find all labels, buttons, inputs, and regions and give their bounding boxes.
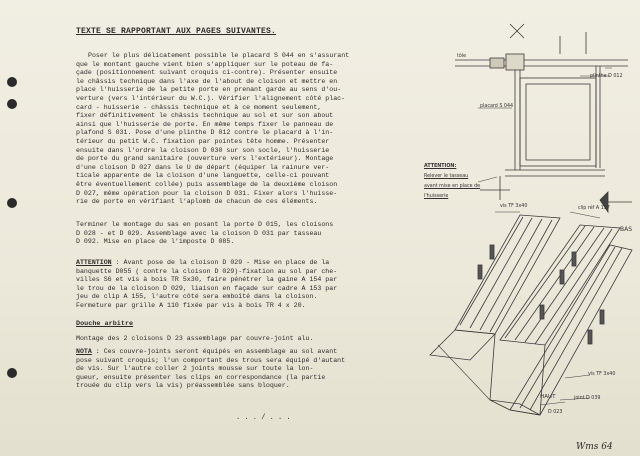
text-line: plafond S 031. Pose d'une plinthe D 012 contre le placard à l'in- — [76, 129, 334, 137]
text-line: jeu de clip A 155, l'autre côté sera emboîté dans la cloison. — [76, 293, 318, 301]
text-line: place l'huisserie de la petite porte en prenant garde au sens d'ou- — [76, 86, 342, 94]
text-line: pose suivant croquis; l'un comportant des trous sera équipé d'autant — [76, 356, 346, 364]
text-line: çade (positionnement suivant croquis ci-contre). Présenter ensuite — [76, 69, 338, 77]
text-line: ensuite dans l'ordre la cloison D 030 sur son socle, l'huisserie — [76, 146, 330, 154]
text-line: ticale apparente de la cloison d'une languette, celle-ci pouvant — [76, 172, 330, 180]
text-line: d'une cloison D 027 dans le U de départ (équiper la rainure ver- — [76, 163, 330, 171]
page-title: TEXTE SE RAPPORTANT AUX PAGES SUIVANTES. — [76, 27, 277, 36]
figure-label-attention-line: Relever le tasseau — [424, 174, 469, 179]
figure-label-plinthe: plinthe D 012 — [590, 74, 623, 79]
text-line: banquette D055 ( contre la cloison D 029)-fixation au sol par che- — [76, 267, 338, 275]
figure-label-tole: tôle — [457, 54, 467, 59]
text-line: card - huisserie - châssis technique et à ce moment seulement, — [76, 103, 322, 111]
text-line: de vis. Sur l'autre coller 2 joints mousse sur toute la lon- — [76, 365, 314, 373]
text-line: Terminer le montage du sas en posant la porte D 015, les cloisons — [76, 221, 334, 228]
isometric-assembly-drawing — [430, 212, 632, 415]
figure-label-clip: clip réf A 157 — [578, 206, 610, 211]
text-line: ainsi que l'huisserie de porte. En même temps fixer le panneau de — [76, 120, 334, 128]
nota-label: NOTA — [76, 348, 92, 355]
attention-text: : Avant pose de la cloison D 029 - Mise en place de la — [111, 259, 330, 266]
nota-text: : Ces couvre-joints seront équipés en assemblage au sol avant — [91, 348, 338, 355]
text-line: gueur, ensuite présenter les clips en correspondance (la partie — [76, 373, 326, 381]
text-line: de porte du grand sanitaire (ouverture vers l'extérieur). Montage — [76, 155, 334, 163]
attention-label: ATTENTION — [76, 259, 112, 266]
figure-label-attention-line: l'huisserie — [424, 194, 449, 199]
text-line: trouée du clip vers la vis) préassemblée sans bloquer. — [76, 382, 290, 390]
text-line: villes S6 et vis à bois TR 5x30, faire pénétrer la gaine A 154 par — [76, 276, 338, 284]
plan-view-drawing — [455, 24, 632, 212]
text-line: le châssis technique dans l'axe de l'about de cloison et mettre en — [76, 77, 338, 85]
continuation-marker: . . . / . . . — [236, 414, 291, 422]
text-line: Fermeture par grille A 110 fixée par vis à bois TR 4 x 20. — [76, 302, 306, 309]
douche-text: Montage des 2 cloisons D 23 assemblage par couvre-joint alu. — [76, 335, 314, 342]
figure-label-haut: HAUT — [540, 394, 556, 400]
text-line: le trou de la cloison D 029, liaison en façade sur cadre A 153 par — [76, 284, 338, 292]
figure-label-vis-2: vis TF 3x40 — [588, 372, 616, 377]
signature: Wms 64 — [576, 442, 613, 452]
text-line: que le montant gauche vient bien s'appliquer sur le poteau de fa- — [76, 60, 334, 68]
text-line: être éventuellement collée) puis assemblage de la deuxième cloison — [76, 181, 338, 188]
douche-heading: Douche arbitre — [76, 320, 134, 328]
figure-label-vis: vis TF 3x40 — [500, 204, 528, 209]
figure-label-attention-line: avant mise en place de — [424, 184, 481, 189]
text-line: Poser le plus délicatement possible le placard S 044 en s'assurant — [88, 52, 350, 59]
figure-label-bas: BAS — [620, 226, 633, 233]
text-line: D 092. Mise en place de l'imposte D 085. — [76, 238, 235, 246]
text-line: D 027, même opération pour la cloison D 031. Fixer alors l'huisse- — [76, 189, 338, 197]
figure-label-attention: ATTENTION: — [424, 164, 457, 169]
text-line: D 028 - et D 029. Assemblage avec la cloison D 031 par tasseau — [76, 229, 322, 237]
text-line: térieur du petit W.C. fixation par pointes tête homme. Présenter — [76, 138, 330, 145]
text-line: rie de porte en vérifiant l'aplomb de chacun de ces éléments. — [76, 198, 318, 206]
figure-label-joint: joint D 039 — [574, 396, 601, 401]
figure-label-placard: placard S 044 — [480, 104, 514, 109]
figure-label-d023: D 023 — [548, 410, 563, 415]
text-line: verture (vers l'intérieur du W.C.). Vérifier l'alignement côté plac- — [76, 95, 346, 102]
text-line: fixer définitivement le châssis technique au sol et sur son about — [76, 112, 334, 120]
